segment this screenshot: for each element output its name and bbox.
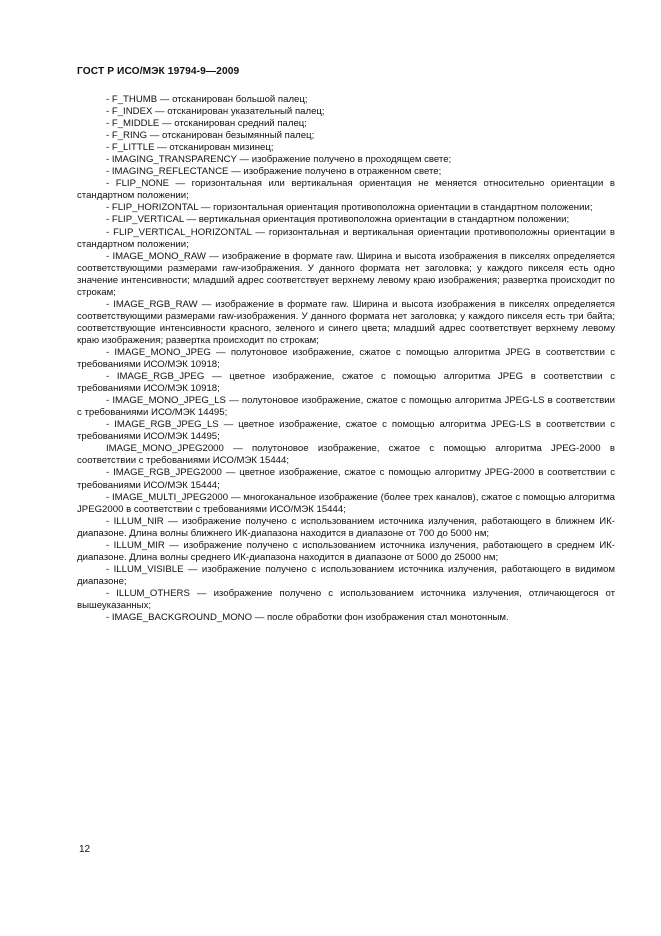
list-item: IMAGE_MONO_JPEG2000 — полутоновое изображение, сжатое с помощью алгоритма JPEG-2000 в соответствии с требованиями ИСО/МЭК 15444; (77, 443, 615, 467)
list-item: - FLIP_HORIZONTAL — горизонтальная ориентация противоположна ориентации в стандартном положении; (106, 202, 593, 214)
document-header: ГОСТ Р ИСО/МЭК 19794-9—2009 (77, 66, 240, 77)
list-item: - F_LITTLE — отсканирован мизинец; (106, 142, 274, 154)
list-item: - IMAGING_TRANSPARENCY — изображение получено в проходящем свете; (106, 154, 452, 166)
list-item: - IMAGE_MULTI_JPEG2000 — многоканальное изображение (более трех каналов), сжатое с помощью алгоритма JPEG2000 в соответствии с требованиями ИСО/МЭК 15444; (77, 491, 615, 515)
list-item: - IMAGE_RGB_JPEG_LS — цветное изображение, сжатое с помощью алгоритма JPEG-LS в соответствии с требованиями ИСО/МЭК 14495; (77, 419, 615, 443)
list-item: - FLIP_VERTICAL_HORIZONTAL — горизонтальная и вертикальная ориентации противоположны ориентации в стандартном положении; (77, 226, 615, 250)
list-item: - F_INDEX — отсканирован указательный палец; (106, 106, 325, 118)
list-item: - F_THUMB — отсканирован большой палец; (106, 94, 308, 105)
list-item: - ILLUM_OTHERS — изображение получено с использованием источника излучения, отличающегося от вышеуказанных; (77, 587, 615, 611)
list-item: - IMAGE_MONO_RAW — изображение в формате raw. Ширина и высота изображения в пикселях определяется соответствующими размерами raw-изображения. У данного формата нет заголовка; у каждого пикселя есть одно значение интенсивности; младший адрес соответствует верхнему левому краю изображения; развертка происходит по строкам; (77, 250, 615, 298)
list-item: - IMAGE_MONO_JPEG — полутоновое изображение, сжатое с помощью алгоритма JPEG в соответствии с требованиями ИСО/МЭК 10918; (77, 346, 615, 371)
list-item: - IMAGE_RGB_RAW — изображение в формате raw. Ширина и высота изображения в пикселях определяется соответствующими размерами raw-изображения. У данного формата нет заголовка; у каждого пикселя есть три байта; соответствующие интенсивности красного, зеленого и синего цвета; младший адрес соответствует верхнему левому краю изображения; развертка происходит по строкам; (77, 298, 615, 346)
list-item: - F_RING — отсканирован безымянный палец; (106, 130, 315, 142)
document-body (77, 94, 615, 624)
list-item: - F_MIDDLE — отсканирован средний палец; (106, 118, 307, 130)
page-number: 12 (79, 844, 91, 855)
list-item: - ILLUM_VISIBLE — изображение получено с использованием источника излучения, работающего в видимом диапазоне; (77, 563, 615, 587)
list-item: - FLIP_VERTICAL — вертикальная ориентация противоположна ориентации в стандартном положении; (106, 214, 570, 226)
list-item: - IMAGE_RGB_JPEG2000 — цветное изображение, сжатое с помощью алгоритму JPEG-2000 в соответствии с требованиями ИСО/МЭК 15444; (77, 467, 615, 491)
list-item: - IMAGING_REFLECTANCE — изображение получено в отраженном свете; (106, 166, 442, 178)
list-item: - FLIP_NONE — горизонтальная или вертикальная ориентация не меняется относительно ориентации в стандартном положении; (77, 178, 615, 202)
list-item: - IMAGE_BACKGROUND_MONO — после обработки фон изображения стал монотонным. (106, 612, 509, 624)
list-item: - ILLUM_MIR — изображение получено с использованием источника излучения, работающего в среднем ИК-диапазоне. Длина волны среднего ИК-диапазона находится в диапазоне от 5000 до 25000 нм; (77, 539, 615, 563)
list-item: - IMAGE_MONO_JPEG_LS — полутоновое изображение, сжатое с помощью алгоритма JPEG-LS в соответствии с требованиями ИСО/МЭК 14495; (77, 395, 615, 419)
list-item: - ILLUM_NIR — изображение получено с использованием источника излучения, работающего в ближнем ИК-диапазоне. Длина волны ближнего ИК-диапазона находится в диапазоне от 700 до 5000 нм; (77, 515, 615, 539)
list-item: - IMAGE_RGB_JPEG — цветное изображение, сжатое с помощью алгоритма JPEG в соответствии с требованиями ИСО/МЭК 10918; (77, 371, 615, 395)
